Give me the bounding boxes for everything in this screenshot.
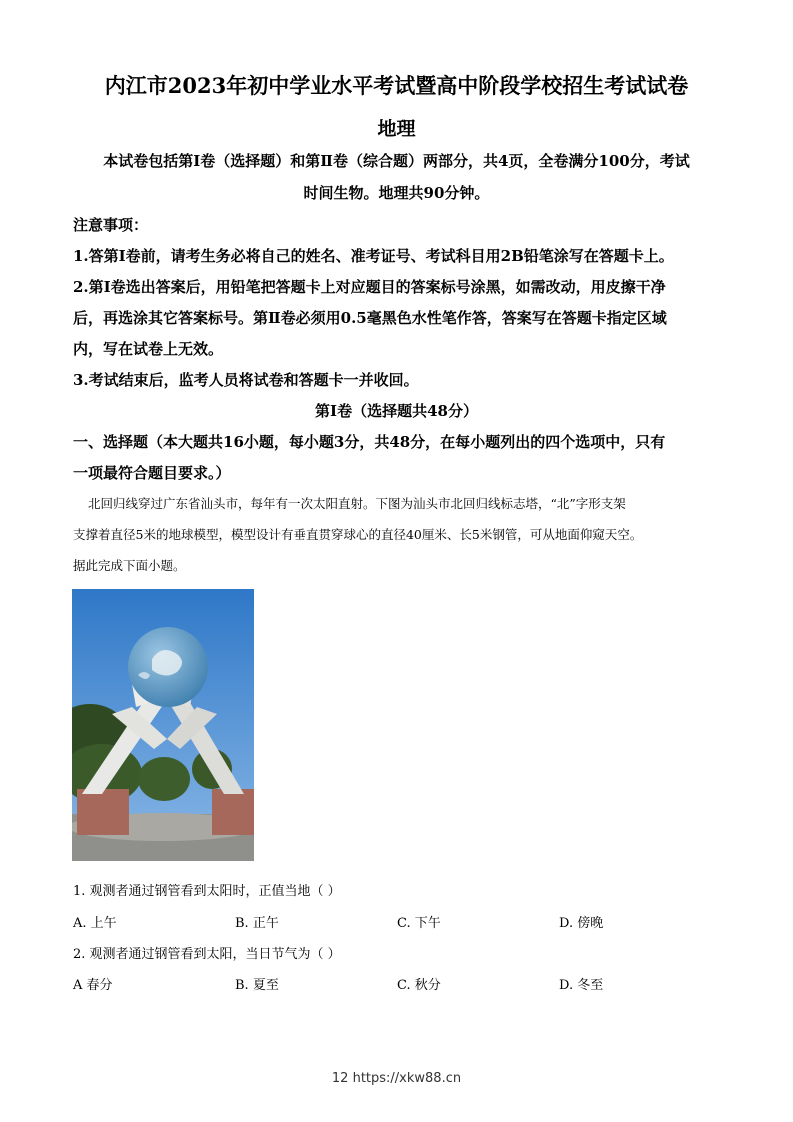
note-line-3: 后，再选涂其它答案标号。第Ⅱ卷必须用0.5毫黑色水性笔作答，答案写在答题卡指定区域 <box>73 309 667 327</box>
question-2-option-c: C. 秋分 <box>397 978 441 993</box>
question-1-option-c: C. 下午 <box>397 916 441 931</box>
exam-intro-line-1: 本试卷包括第Ⅰ卷（选择题）和第Ⅱ卷（综合题）两部分，共4页，全卷满分100分，考试 <box>103 152 690 170</box>
question-1-stem: 1. 观测者通过钢管看到太阳时，正值当地（ ） <box>73 884 341 899</box>
exam-title: 内江市2023年初中学业水平考试暨高中阶段学校招生考试试卷 <box>104 73 689 98</box>
exam-subject: 地理 <box>377 118 416 140</box>
section-instruction-line-1: 一、选择题（本大题共16小题，每小题3分，共48分，在每小题列出的四个选项中，只有 <box>73 433 666 451</box>
question-2-option-d: D. 冬至 <box>559 978 604 993</box>
question-1-option-d: D. 傍晚 <box>559 916 604 931</box>
note-line-4: 内，写在试卷上无效。 <box>73 340 224 358</box>
note-line-5: 3.考试结束后，监考人员将试卷和答题卡一并收回。 <box>73 371 419 389</box>
question-2-option-b: B. 夏至 <box>235 978 279 993</box>
tropic-of-cancer-monument-photo <box>72 589 254 861</box>
passage-line-1: 北回归线穿过广东省汕头市，每年有一次太阳直射。下图为汕头市北回归线标志塔，“北”字形支架 <box>88 496 626 511</box>
page-footer: 12 https://xkw88.cn <box>331 1071 462 1086</box>
question-2-option-a: A 春分 <box>73 978 113 993</box>
section-heading: 第Ⅰ卷（选择题共48分） <box>315 402 478 420</box>
section-instruction-line-2: 一项最符合题目要求。） <box>73 464 231 482</box>
question-2-stem: 2. 观测者通过钢管看到太阳，当日节气为（ ） <box>73 947 341 962</box>
note-line-1: 1.答第Ⅰ卷前，请考生务必将自己的姓名、准考证号、考试科目用2B铅笔涂写在答题卡上。 <box>73 247 674 265</box>
passage-line-2: 支撑着直径5米的地球模型，模型设计有垂直贯穿球心的直径40厘米、长5米钢管，可从地面仰窥天空。 <box>73 527 643 542</box>
passage-line-3: 据此完成下面小题。 <box>73 558 186 573</box>
note-line-2: 2.第Ⅰ卷选出答案后，用铅笔把答题卡上对应题目的答案标号涂黑，如需改动，用皮擦干净 <box>73 278 666 296</box>
question-1-option-a: A. 上午 <box>73 916 117 931</box>
exam-intro-line-2: 时间生物。地理共90分钟。 <box>303 184 490 202</box>
question-1-option-b: B. 正午 <box>235 916 279 931</box>
notes-heading: 注意事项： <box>73 216 149 234</box>
